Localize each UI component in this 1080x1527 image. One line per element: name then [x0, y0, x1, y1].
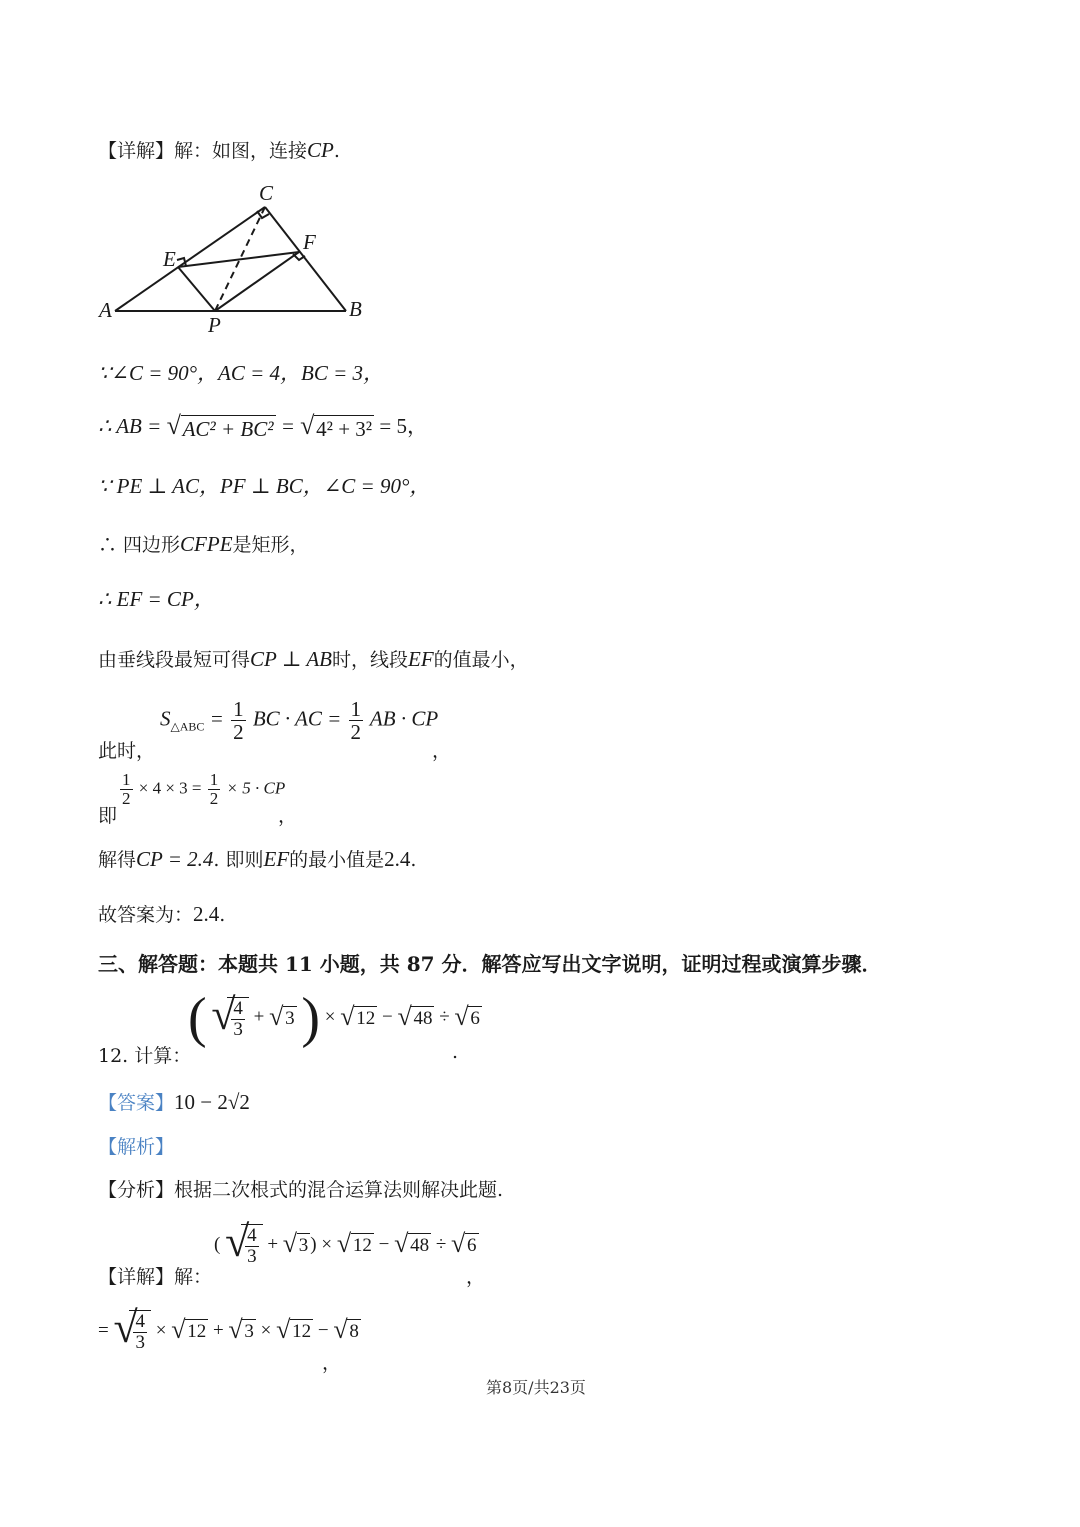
radicand: 3 [285, 1008, 295, 1029]
sqrt-3 [228, 1315, 256, 1345]
detail-heading-line [98, 136, 340, 163]
radicand: 12 [187, 1321, 207, 1343]
radical-sign: √ [451, 1229, 466, 1259]
radical-sign: √ [397, 1002, 412, 1031]
math: CP ⊥ AB [250, 647, 332, 671]
denominator: 2 [233, 720, 244, 745]
segment-cb [265, 207, 346, 311]
radicand: 6 [470, 1008, 480, 1029]
text: ∴ 四边形 [98, 534, 181, 556]
sqrt-12 [171, 1315, 208, 1345]
equals: = [98, 1319, 109, 1341]
numerator: 1 [122, 770, 131, 789]
times: × [324, 1006, 336, 1028]
radical-sign: √ [225, 1217, 250, 1266]
sqrt-48 [397, 1002, 434, 1031]
answer-row [98, 1088, 250, 1115]
ab-lhs: ∴ AB = [98, 414, 162, 438]
numerator: 4 [135, 1311, 145, 1332]
term: BC · AC = [252, 706, 342, 731]
sqrt-fraction [225, 1217, 263, 1267]
answer-label: 【答案】 [98, 1092, 175, 1114]
radical-sign: √ [113, 1303, 138, 1352]
numerator: 1 [233, 697, 244, 721]
denominator: 2 [122, 788, 131, 808]
radical-sign: √ [333, 1315, 348, 1345]
sqrt-fraction [211, 989, 249, 1040]
radicand: 12 [352, 1235, 372, 1257]
radical-sign: √ [228, 1315, 243, 1345]
label-e: E [163, 247, 176, 271]
math-cfpe: CFPE [180, 532, 233, 556]
comma: ， [278, 805, 298, 827]
ji-prefix: 即 [98, 805, 118, 827]
numerator: 4 [233, 997, 243, 1019]
radical-sign: √ [166, 410, 181, 440]
divide: ÷ [439, 1006, 450, 1028]
text: 是矩形， [232, 534, 309, 556]
radical-sign: √ [282, 1229, 298, 1259]
period: . [333, 140, 340, 162]
times: × [321, 1233, 333, 1255]
solve-line [98, 845, 416, 872]
sqrt-3 [269, 1002, 297, 1031]
comma: ， [432, 740, 452, 762]
radicand: 48 [413, 1008, 433, 1029]
fraction-half [208, 771, 221, 808]
text: 的最小值是 [289, 849, 385, 871]
label-b: B [349, 297, 362, 321]
result: = 5， [379, 414, 428, 438]
equals: = [209, 706, 224, 731]
sqrt-6 [454, 1002, 482, 1031]
denominator: 3 [233, 1018, 243, 1040]
comma: ， [466, 1266, 486, 1288]
fraction-half [231, 698, 246, 743]
shortest-line [98, 645, 529, 672]
radical-sign: √ [340, 1002, 355, 1031]
right-paren: ) [301, 987, 321, 1049]
radical-sign: √ [276, 1315, 291, 1345]
detail-text: 【详解】解：如图，连接 [98, 140, 308, 162]
sqrt-6 [451, 1229, 479, 1259]
value: 2.4 [193, 902, 220, 926]
fraction-half [349, 698, 364, 743]
text: 时，线段 [332, 649, 409, 671]
sqrt-4-3 [300, 410, 374, 442]
label-p: P [208, 313, 221, 337]
rectangle-line [98, 530, 309, 557]
text: . [219, 904, 226, 926]
radical-sign: √ [394, 1229, 409, 1259]
sqrt-12 [336, 1229, 374, 1259]
term: × 5 · CP [226, 778, 286, 798]
times: × [260, 1319, 272, 1341]
radicand: 12 [292, 1321, 312, 1343]
label-a: A [99, 298, 112, 322]
plus: + [253, 1006, 265, 1028]
answer-value: 10 − 2√2 [174, 1090, 250, 1114]
plus: + [267, 1233, 279, 1255]
left-paren: ( [214, 1233, 221, 1255]
given-line: ∵∠C = 90°，AC = 4，BC = 3， [98, 361, 385, 385]
text: . 即则 [213, 849, 264, 871]
term: AB · CP [369, 706, 439, 731]
minus: − [378, 1233, 390, 1255]
numerator: 4 [247, 1225, 257, 1246]
radical-sign: √ [211, 989, 236, 1039]
page-number: 第8页/共23页 [486, 1378, 586, 1397]
area-prefix: 此时， [98, 740, 156, 762]
perpendicular-line: ∵ PE ⊥ AC，PF ⊥ BC，∠C = 90°， [98, 474, 431, 498]
text: 的值最小， [433, 649, 529, 671]
sqrt-3 [282, 1229, 311, 1259]
segment-ep [178, 267, 215, 311]
detail2-label: 【详解】解： [98, 1266, 213, 1288]
radical-sign: √ [300, 410, 315, 440]
term: × 4 × 3 = [138, 778, 202, 798]
period: . [452, 1041, 459, 1063]
ab-calculation [98, 410, 428, 442]
fenxi-text: 根据二次根式的混合运算法则解决此题. [174, 1179, 504, 1201]
radical-sign: √ [269, 1002, 284, 1031]
triangle-figure [95, 180, 375, 340]
radicand: 12 [356, 1008, 376, 1029]
radicand: 3 [244, 1321, 254, 1343]
math: EF [408, 647, 434, 671]
equals: = [280, 414, 295, 438]
radicand: 3 [298, 1235, 309, 1257]
radicand: AC² + BC² [182, 416, 274, 441]
analysis-label: 【解析】 [98, 1136, 175, 1158]
value: 2.4 [384, 847, 411, 871]
s-symbol: S [160, 706, 171, 731]
denominator: 3 [135, 1331, 145, 1353]
denominator: 2 [350, 720, 362, 745]
q12-expression [188, 987, 482, 1049]
right-paren: ) [310, 1233, 317, 1255]
plus: + [212, 1319, 224, 1341]
numerator: 1 [209, 770, 219, 789]
radicand: 8 [349, 1321, 359, 1343]
text: 故答案为： [98, 904, 194, 926]
sqrt-12 [340, 1002, 377, 1031]
answer-line [98, 900, 225, 927]
comma: ， [322, 1352, 342, 1374]
ef-equals-cp: ∴ EF = CP， [98, 587, 215, 611]
text: 解得 [98, 849, 137, 871]
detail2-expression [214, 1217, 479, 1267]
fenxi-label: 【分析】 [98, 1179, 175, 1201]
radical-sign: √ [171, 1315, 186, 1345]
text: 由垂线段最短可得 [98, 649, 251, 671]
radicand: 6 [467, 1235, 477, 1257]
fraction-half [120, 771, 133, 808]
text: . [410, 849, 417, 871]
sqrt-8 [333, 1315, 361, 1345]
left-paren: ( [188, 987, 207, 1049]
denominator: 2 [209, 788, 219, 808]
numerator: 1 [350, 697, 362, 721]
radical-sign: √ [454, 1002, 469, 1031]
math: EF [263, 847, 290, 871]
fenxi-row [98, 1175, 503, 1202]
sqrt-fraction [113, 1303, 151, 1353]
radicand: 4² + 3² [316, 416, 373, 441]
sqrt-12 [276, 1315, 313, 1345]
radicand: 48 [410, 1235, 430, 1257]
area-equation [160, 698, 438, 743]
expansion-expression [98, 1303, 361, 1353]
label-f: F [303, 230, 316, 254]
radical-sign: √ [336, 1229, 352, 1259]
minus: − [382, 1006, 393, 1028]
substitution-equation [118, 771, 285, 808]
sqrt-ac2-bc2 [166, 410, 276, 442]
denominator: 3 [247, 1245, 257, 1267]
divide: ÷ [435, 1233, 447, 1255]
math: CP = 2.4 [136, 847, 214, 871]
times: × [155, 1319, 167, 1341]
section-heading: 三、解答题：本题共 11 小题，共 87 分．解答应写出文字说明，证明过程或演算步骤． [98, 952, 882, 976]
sqrt-48 [394, 1229, 431, 1259]
math-cp: CP [307, 138, 334, 162]
minus: − [317, 1319, 329, 1341]
q12-prefix: 12. 计算： [98, 1045, 192, 1067]
triangle-sub: △ABC [170, 719, 205, 734]
label-c: C [259, 181, 274, 205]
